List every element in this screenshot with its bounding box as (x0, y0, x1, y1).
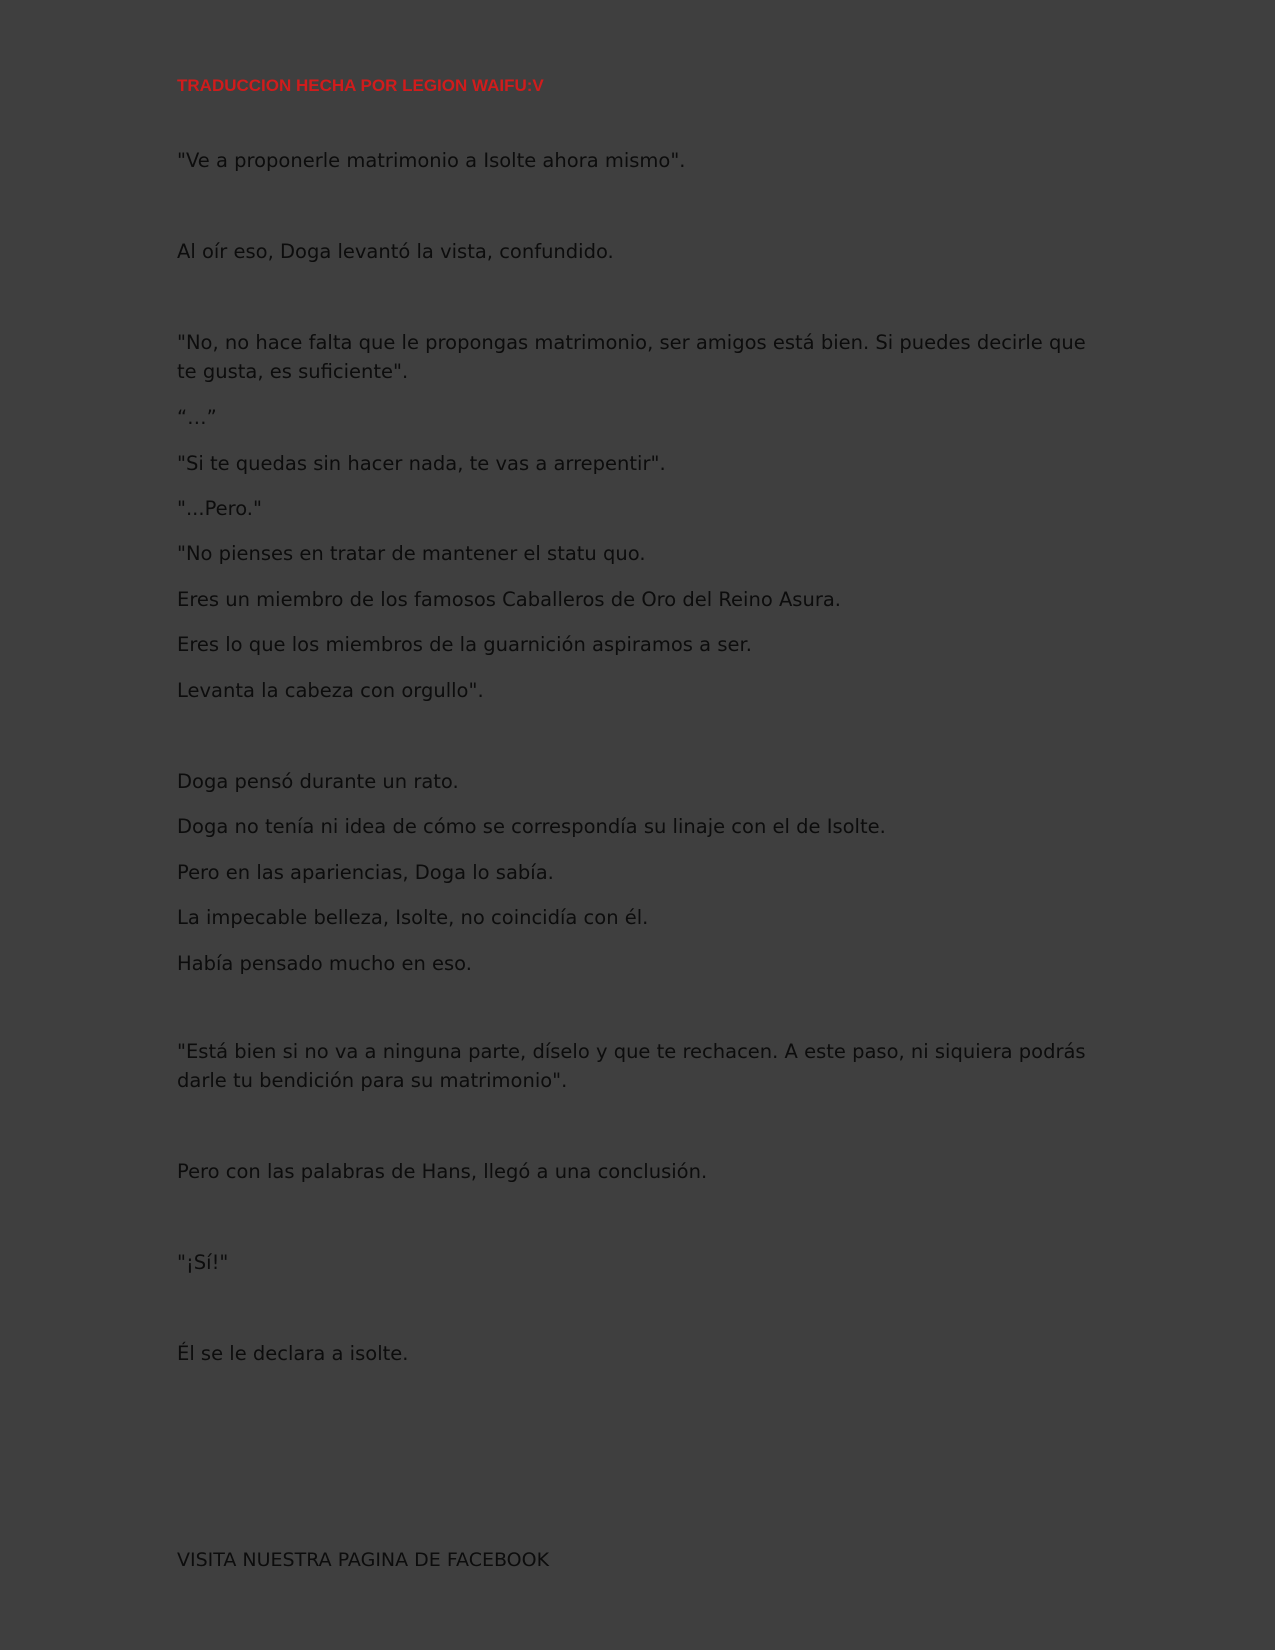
paragraph-8: Eres un miembro de los famosos Caballeros de Oro del Reino Asura. (177, 588, 841, 611)
paragraph-10: Levanta la cabeza con orgullo". (177, 679, 484, 702)
paragraph-3: "No, no hace falta que le propongas matrimonio, ser amigos está bien. Si puedes decirle que te gusta, es suficiente". (177, 331, 1086, 383)
paragraph-5: "Si te quedas sin hacer nada, te vas a arrepentir". (177, 452, 666, 475)
paragraph-17: Pero con las palabras de Hans, llegó a una conclusión. (177, 1160, 708, 1183)
paragraph-6: "...Pero." (177, 497, 262, 520)
facebook-footer-note: VISITA NUESTRA PAGINA DE FACEBOOK (177, 1549, 550, 1571)
paragraph-9: Eres lo que los miembros de la guarnición aspiramos a ser. (177, 633, 752, 656)
paragraph-14: La impecable belleza, Isolte, no coincidía con él. (177, 906, 649, 929)
paragraph-1: "Ve a proponerle matrimonio a Isolte ahora mismo". (177, 149, 686, 172)
paragraph-7: "No pienses en tratar de mantener el statu quo. (177, 542, 646, 565)
paragraph-13: Pero en las apariencias, Doga lo sabía. (177, 861, 554, 884)
paragraph-4: “…” (177, 406, 217, 429)
paragraph-16: "Está bien si no va a ninguna parte, díselo y que te rechacen. A este paso, ni siquiera podrás darle tu bendición para su matrimonio". (177, 1040, 1086, 1092)
translation-credit-header: TRADUCCION HECHA POR LEGION WAIFU:V (177, 76, 544, 95)
paragraph-12: Doga no tenía ni idea de cómo se correspondía su linaje con el de Isolte. (177, 815, 886, 838)
paragraph-19: Él se le declara a isolte. (177, 1342, 409, 1365)
paragraph-11: Doga pensó durante un rato. (177, 770, 459, 793)
paragraph-18: "¡Sí!" (177, 1251, 229, 1274)
paragraph-15: Había pensado mucho en eso. (177, 952, 472, 975)
paragraph-2: Al oír eso, Doga levantó la vista, confundido. (177, 240, 614, 263)
